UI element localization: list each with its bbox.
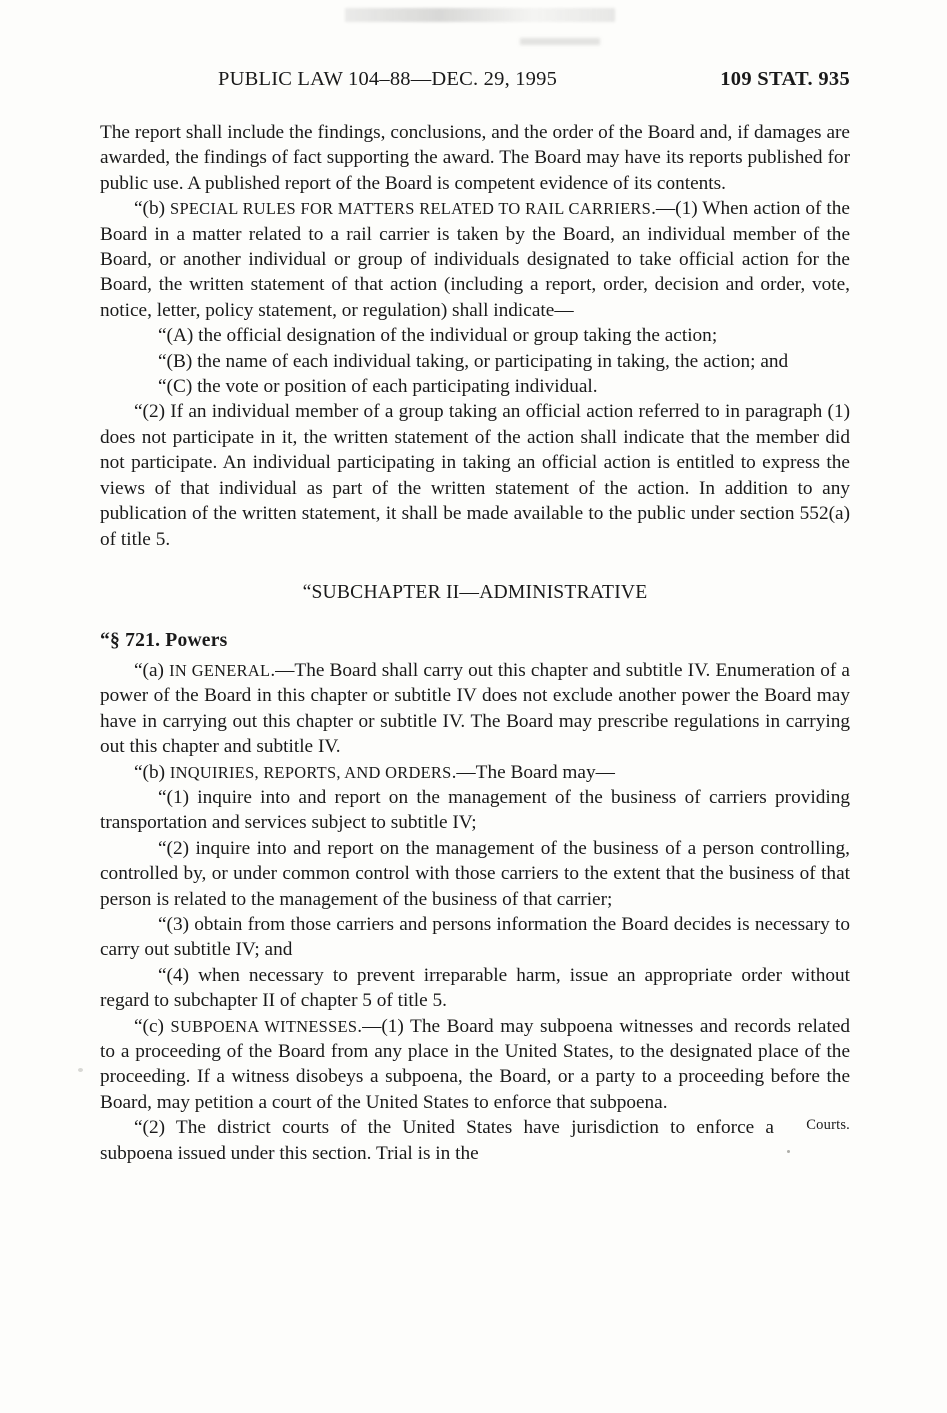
paragraph-item-2: “(2) inquire into and report on the management of the business of a person controlling, controlled by, or under common control with those carriers to the extent that the business of that person is related to the management of the business of that carrier; bbox=[100, 837, 850, 910]
running-head bbox=[100, 68, 850, 94]
paragraph-report-contents: The report shall include the findings, conclusions, and the order of the Board and, if damages are awarded, the findings of fact supporting the award. The Board may have its reports published for public use. A published report of the Board is competent evidence of its contents. bbox=[100, 122, 850, 194]
paragraph-item-1: “(1) inquire into and report on the management of the business of carriers providing transportation and services subject to subtitle IV; bbox=[100, 786, 850, 834]
running-head-left: PUBLIC LAW 104–88—DEC. 29, 1995 bbox=[218, 68, 558, 90]
scan-speck-icon bbox=[78, 1068, 83, 1072]
paragraph-inquiries-reports-orders: “(b) INQUIRIES, REPORTS, AND ORDERS.—The Board may— bbox=[134, 761, 615, 783]
paragraph-clause-c: “(C) the vote or position of each participating individual. bbox=[158, 376, 598, 398]
paragraph-special-rules: “(b) SPECIAL RULES FOR MATTERS RELATED TO RAIL CARRIERS.—(1) When action of the Board in a matter related to a rail carrier is taken by the Board, an individual member of the Board, or another individual or group of individuals designated to take official action for the Board, the written statement of that action (including a report, order, decision and order, vote, notice, letter, policy statement, or regulation) shall indicate— bbox=[100, 198, 850, 321]
paragraph-item-3: “(3) obtain from those carriers and persons information the Board decides is necessary to carry out subtitle IV; and bbox=[100, 913, 850, 961]
scan-artifact-icon bbox=[345, 8, 615, 22]
paragraph-district-courts: “(2) The district courts of the United States have jurisdiction to enforce a subpoena issued under this section. Trial is in the bbox=[100, 1117, 774, 1164]
paragraph-clause-b: “(B) the name of each individual taking, or participating in taking, the action; and bbox=[158, 350, 789, 372]
page-content bbox=[100, 68, 850, 1166]
paragraph-item-4: “(4) when necessary to prevent irreparable harm, issue an appropriate order without regard to subchapter II of chapter 5 of title 5. bbox=[100, 964, 850, 1012]
marginal-note-courts: Courts. bbox=[806, 1117, 850, 1134]
running-head-right: 109 STAT. 935 bbox=[720, 68, 850, 90]
paragraph-subpoena-witnesses: “(c) SUBPOENA WITNESSES.—(1) The Board may subpoena witnesses and records related to a proceeding of the Board from any place in the United States, to the designated place of the proceeding. If a witness disobeys a subpoena, the Board, or a party to a proceeding before the Board, may petition a court of the United States to enforce that subpoena. bbox=[100, 1015, 851, 1113]
scan-speck-icon bbox=[787, 1150, 790, 1153]
scan-artifact-icon bbox=[520, 38, 600, 45]
paragraph-clause-a: “(A) the official designation of the individual or group taking the action; bbox=[158, 325, 718, 347]
subchapter-heading: “SUBCHAPTER II—ADMINISTRATIVE bbox=[302, 581, 648, 603]
paragraph-in-general: “(a) IN GENERAL.—The Board shall carry out this chapter and subtitle IV. Enumeration of a power of the Board in this chapter or subtitle IV does not exclude another power the Board may have in carrying out this chapter or subtitle IV. The Board may prescribe regulations in carrying out this chapter and subtitle IV. bbox=[100, 659, 850, 758]
paragraph-district-courts-block bbox=[100, 1115, 850, 1166]
section-heading: “§ 721. Powers bbox=[100, 629, 228, 651]
paragraph-nonparticipation: “(2) If an individual member of a group taking an official action referred to in paragraph (1) does not participate in it, the written statement of the action shall indicate that the member did not participate. An individual participating in taking an official action is entitled to express the views of that individual as part of the written statement of the action. In addition to any publication of the written statement, it shall be made available to the public under section 552(a) of title 5. bbox=[100, 401, 850, 550]
